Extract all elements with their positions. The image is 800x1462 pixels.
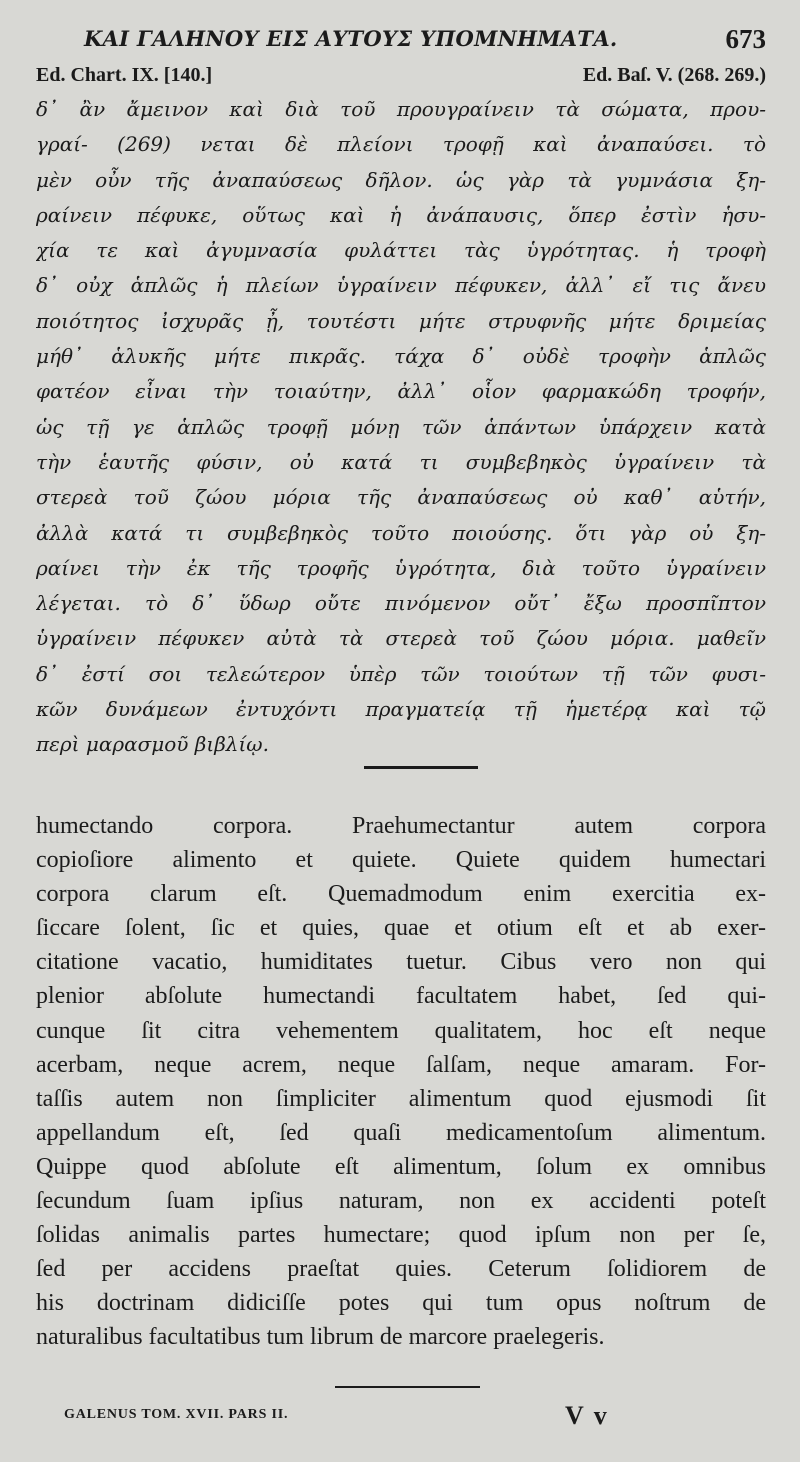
latin-line: ſolidas animalis partes humectare; quod ipſum non per ſe, — [36, 1222, 766, 1249]
greek-line: στερεὰ τοῦ ζώου μόρια τῆς ἀναπαύσεως οὐ καθ᾽ αὑτήν, — [36, 485, 766, 510]
greek-line: ποιότητος ἰσχυρᾶς ᾖ, τουτέστι μήτε στρυφνῆς μήτε δριμείας — [36, 308, 766, 333]
footer-signature-line: GALENUS TOM. XVII. PARS II. — [64, 1407, 289, 1422]
greek-line: ὑγραίνειν πέφυκεν αὐτὰ τὰ στερεὰ τοῦ ζώου μόρια. μαθεῖν — [36, 626, 766, 651]
latin-line: corpora clarum eſt. Quemadmodum enim exercitia ex- — [36, 881, 766, 908]
latin-line: ſed per accidens praeſtat quies. Ceterum ſolidiorem de — [36, 1256, 766, 1283]
greek-line: φατέον εἶναι τὴν τοιαύτην, ἀλλ᾽ οἷον φαρμακώδη τροφήν, — [36, 379, 766, 404]
latin-line: humectando corpora. Praehumectantur autem corpora — [36, 813, 766, 839]
greek-line: χία τε καὶ ἀγυμνασία φυλάττει τὰς ὑγρότητας. ἡ τροφὴ — [36, 238, 766, 263]
edition-chart-reference: Ed. Chart. IX. [140.] — [36, 64, 213, 86]
greek-line: μήθ᾽ ἁλυκῆς μήτε πικρᾶς. τάχα δ᾽ οὐδὲ τροφὴν ἁπλῶς — [36, 344, 766, 369]
greek-line: δ᾽ ἐστί σοι τελεώτερον ὑπὲρ τῶν τοιούτων τῇ τῶν φυσι- — [36, 661, 766, 686]
latin-line: citatione vacatio, humiditates tuetur. Cibus vero non qui — [36, 949, 766, 976]
edition-basel-reference: Ed. Baſ. V. (268. 269.) — [582, 64, 766, 86]
greek-line: ἀλλὰ κατά τι συμβεβηκὸς τοῦτο ποιούσης. ὅτι γὰρ οὐ ξη- — [36, 520, 766, 545]
greek-line: ὡς τῇ γε ἁπλῶς τροφῇ μόνῃ τῶν ἁπάντων ὑπάρχειν κατὰ — [36, 414, 766, 439]
latin-line: naturalibus facultatibus tum librum de marcore praelegeris. — [36, 1324, 605, 1351]
latin-line: ſiccare ſolent, ſic et quies, quae et otium eſt et ab exer- — [36, 915, 766, 942]
latin-line: taſſis autem non ſimpliciter alimentum quod ejusmodi ſit — [36, 1085, 766, 1112]
running-title: ΚΑΙ ΓΑΛΗΝΟΥ ΕΙΣ ΑΥΤΟΥΣ ΥΠΟΜΝΗΜΑΤΑ. — [84, 26, 618, 51]
latin-line: ſecundum ſuam ipſius naturam, non ex accidenti poteſt — [36, 1188, 766, 1215]
greek-line: ραίνει τὴν ἐκ τῆς τροφῆς ὑγρότητα, διὰ τοῦτο ὑγραίνειν — [36, 555, 766, 580]
greek-line: κῶν δυνάμεων ἐντυχόντι πραγματείᾳ τῇ ἡμετέρᾳ καὶ τῷ — [36, 697, 766, 722]
greek-line: περὶ μαρασμοῦ βιβλίῳ. — [36, 732, 269, 757]
greek-line: γραί- (269) νεται δὲ πλείονι τροφῇ καὶ ἀναπαύσει. τὸ — [36, 132, 766, 157]
latin-text — [36, 809, 766, 1355]
greek-line: δ᾽ οὐχ ἁπλῶς ἡ πλείων ὑγραίνειν πέφυκεν, ἀλλ᾽ εἴ τις ἄνευ — [36, 273, 766, 298]
greek-line: λέγεται. τὸ δ᾽ ὕδωρ οὔτε πινόμενον οὔτ᾽ ἔξω προσπῖπτον — [36, 591, 766, 616]
page-number: 673 — [725, 24, 766, 54]
latin-line: cunque ſit citra vehementem qualitatem, hoc eſt neque — [36, 1017, 766, 1044]
footer-divider — [335, 1386, 480, 1388]
section-divider — [364, 766, 478, 769]
latin-line: appellandum eſt, ſed quaſi medicamentoſum alimentum. — [36, 1119, 766, 1146]
latin-line: his doctrinam didiciſſe potes qui tum opus noſtrum de — [36, 1290, 766, 1317]
latin-line: copioſiore alimento et quiete. Quiete quidem humectari — [36, 847, 766, 874]
greek-line: ραίνειν πέφυκε, οὕτως καὶ ἡ ἀνάπαυσις, ὅπερ ἐστὶν ἡσυ- — [36, 202, 766, 227]
gathering-signature: V v — [565, 1401, 609, 1430]
page-header — [36, 20, 766, 60]
greek-line: τὴν ἑαυτῆς φύσιν, οὐ κατά τι συμβεβηκὸς ὑγραίνειν τὰ — [36, 449, 766, 474]
greek-text — [36, 92, 766, 763]
latin-line: plenior abſolute humectandi facultatem habet, ſed qui- — [36, 983, 766, 1010]
latin-line: Quippe quod abſolute eſt alimentum, ſolum ex omnibus — [36, 1153, 766, 1180]
greek-line: μὲν οὖν τῆς ἀναπαύσεως δῆλον. ὡς γὰρ τὰ γυμνάσια ξη- — [36, 167, 766, 192]
greek-line: δ᾽ ἂν ἄμεινον καὶ διὰ τοῦ προυγραίνειν τὰ σώματα, πρου- — [36, 97, 766, 121]
edition-references — [36, 64, 766, 90]
latin-line: acerbam, neque acrem, neque ſalſam, neque amaram. For- — [36, 1051, 766, 1078]
